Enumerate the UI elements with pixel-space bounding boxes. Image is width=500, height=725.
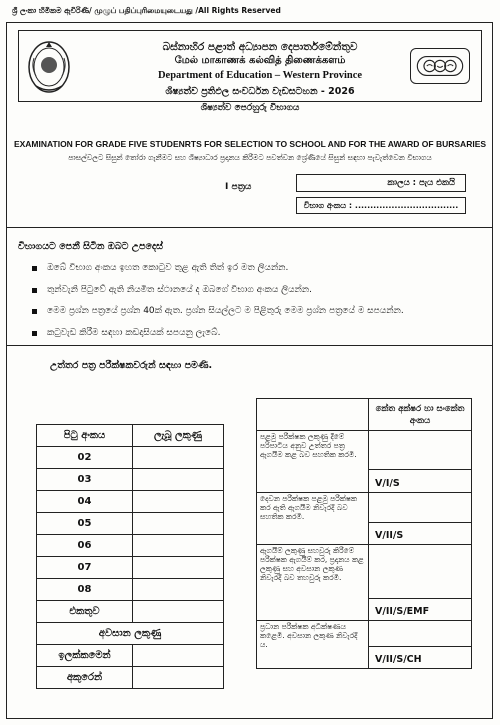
page-cell: 03	[37, 469, 133, 491]
table-row	[37, 425, 224, 447]
list-item: මෙම ප්‍රශ්න පත්‍රයේ ප්‍රශ්න 40ක් ඇත. ප්‍රශ්න සියල්ලට ම පිළිතුරු මෙම ප්‍රශ්න පත්‍රයේ ම සපයන්න.	[32, 305, 492, 318]
department-name-english: Department of Education – Western Province	[157, 70, 363, 81]
final-marks-label: අවසාන ලකුණු	[37, 623, 224, 645]
bullet-icon	[32, 331, 37, 336]
total-label: එකතුව	[37, 601, 133, 623]
list-item: ඔබේ විභාග අංකය ඉහත කොටුව තුළ ඇති තිත් ඉර මත ලියන්න.	[32, 262, 492, 275]
page-cell: 05	[37, 513, 133, 535]
table-row	[37, 535, 224, 557]
list-item: කටුවැඩ කිරීම සඳහා කඩදාසියක් සපයනු ලැබේ.	[32, 327, 492, 340]
divider	[6, 227, 493, 228]
table-row	[37, 645, 224, 667]
exam-description: පාසල්වලට සිසුන් තෝරා ගැනීමට සහ ශිෂ්‍යාධාර ප්‍රදානය කිරීමට පවත්වන ශ්‍රේණියේ සිසුන් සඳහා පැවැත්වෙන විභාගය	[68, 153, 432, 162]
table-row	[257, 621, 472, 647]
header-blank	[257, 399, 369, 431]
table-row	[37, 491, 224, 513]
instructions-list	[32, 262, 492, 348]
code-cell: V/II/S/CH	[369, 647, 472, 669]
table-row	[37, 667, 224, 689]
department-logo-icon	[410, 48, 470, 84]
signature-cell[interactable]	[369, 493, 472, 523]
page-cell: 08	[37, 579, 133, 601]
header-marks: ලැබූ ලකුණු	[133, 425, 224, 447]
index-number-box[interactable]: විභාග අංකය : ..................................	[296, 197, 466, 214]
exam-subtitle: ශිෂ්‍යත්ව පෙරහුරු විභාගය	[200, 103, 300, 113]
bullet-icon	[32, 309, 37, 314]
department-name-tamil: மேல் மாகாணக் கல்வித் திணைக்களம்	[174, 55, 346, 66]
signature-cell[interactable]	[369, 431, 472, 470]
exam-title-english: EXAMINATION FOR GRADE FIVE STUDENRTS FOR SELECTION TO SCHOOL AND FOR THE AWARD OF BURSARIES	[13, 139, 487, 149]
marks-table	[36, 424, 224, 689]
table-row	[37, 601, 224, 623]
code-cell: V/II/S/EMF	[369, 599, 472, 621]
table-row	[257, 545, 472, 599]
in-words-label: අකුරෙන්	[37, 667, 133, 689]
bullet-icon	[32, 266, 37, 271]
in-words-cell[interactable]	[133, 667, 224, 689]
bullet-icon	[32, 288, 37, 293]
header-page-no: පිටු අංකය	[37, 425, 133, 447]
marks-cell[interactable]	[133, 579, 224, 601]
check-text: ඇගයීම් ලකුණු සහවුරු කිරීමේ පරීක්ෂක ඇගයීම් කර, ප්‍රදානය කළ ලකුණු සහ අවසාන ලකුණ නිවැරදි බව තහවුරු කරමි.	[257, 545, 369, 621]
signature-cell[interactable]	[369, 621, 472, 647]
total-cell[interactable]	[133, 601, 224, 623]
program-title: ශිෂ්‍යත්ව ප්‍රතිඵල සංවර්ධන වැඩසටහන - 2026	[165, 86, 355, 97]
paper-label: I පත්‍රය	[225, 182, 252, 192]
header-titles	[110, 40, 410, 83]
table-row	[37, 447, 224, 469]
table-row	[37, 513, 224, 535]
copyright-line: ශ්‍රී ලංකා හිමිකම ඇවිරිණි/ முழுப் பதிப்புரிமையுடையது /All Rights Reserved	[12, 6, 281, 15]
table-row	[37, 623, 224, 645]
instructions-heading: විභාගයට පෙනී සිටින ඔබට උපදෙස්	[18, 241, 163, 252]
table-row	[257, 493, 472, 523]
marks-cell[interactable]	[133, 447, 224, 469]
in-numbers-label: ඉලක්කමෙන්	[37, 645, 133, 667]
sri-lanka-emblem-icon	[26, 38, 72, 96]
in-numbers-cell[interactable]	[133, 645, 224, 667]
department-name-sinhala: බස්නාහිර පළාත් අධ්‍යාපන දෙපාර්තමේන්තුව	[162, 41, 358, 53]
marks-cell[interactable]	[133, 535, 224, 557]
check-text: පළමු පරීක්ෂක ලකුණු දීමේ පරිපාටිය අනුව උත්තර පත්‍ර ඇගයීම කළ බව සහතික කරමි.	[257, 431, 369, 493]
table-row	[37, 469, 224, 491]
page-cell: 07	[37, 557, 133, 579]
table-row	[257, 431, 472, 470]
page-cell: 02	[37, 447, 133, 469]
examiner-check-table	[256, 398, 472, 669]
marks-cell[interactable]	[133, 469, 224, 491]
divider	[6, 345, 493, 346]
table-row	[257, 399, 472, 431]
check-text: ප්‍රධාන පරීක්ෂක අධීක්ෂණය කළෙමි. අවසාන ලකුණ නිවැරදි ය.	[257, 621, 369, 669]
marks-cell[interactable]	[133, 513, 224, 535]
marks-cell[interactable]	[133, 557, 224, 579]
page-cell: 06	[37, 535, 133, 557]
table-row	[37, 557, 224, 579]
header-code: කේත අක්ෂර හා සංකේත අංකය	[369, 399, 472, 431]
time-box: කාලය : පැය එකයි	[296, 174, 466, 192]
examiners-heading: උත්තර පත්‍ර පරීක්ෂකවරුන් සඳහා පමණි.	[50, 360, 213, 371]
list-item: තුන්වැනි පිටුවේ ඇති නියමිත ස්ථානයේ ද ඔබගේ විභාග අංකය ලියන්න.	[32, 284, 492, 297]
page-cell: 04	[37, 491, 133, 513]
marks-cell[interactable]	[133, 491, 224, 513]
signature-cell[interactable]	[369, 545, 472, 599]
table-row	[37, 579, 224, 601]
code-cell: V/II/S	[369, 523, 472, 545]
check-text: දෙවන පරීක්ෂක පළමු පරීක්ෂක කර ඇති ඇගයීම නිවැරදි බව සහතික කරමි.	[257, 493, 369, 545]
code-cell: V/I/S	[369, 470, 472, 493]
